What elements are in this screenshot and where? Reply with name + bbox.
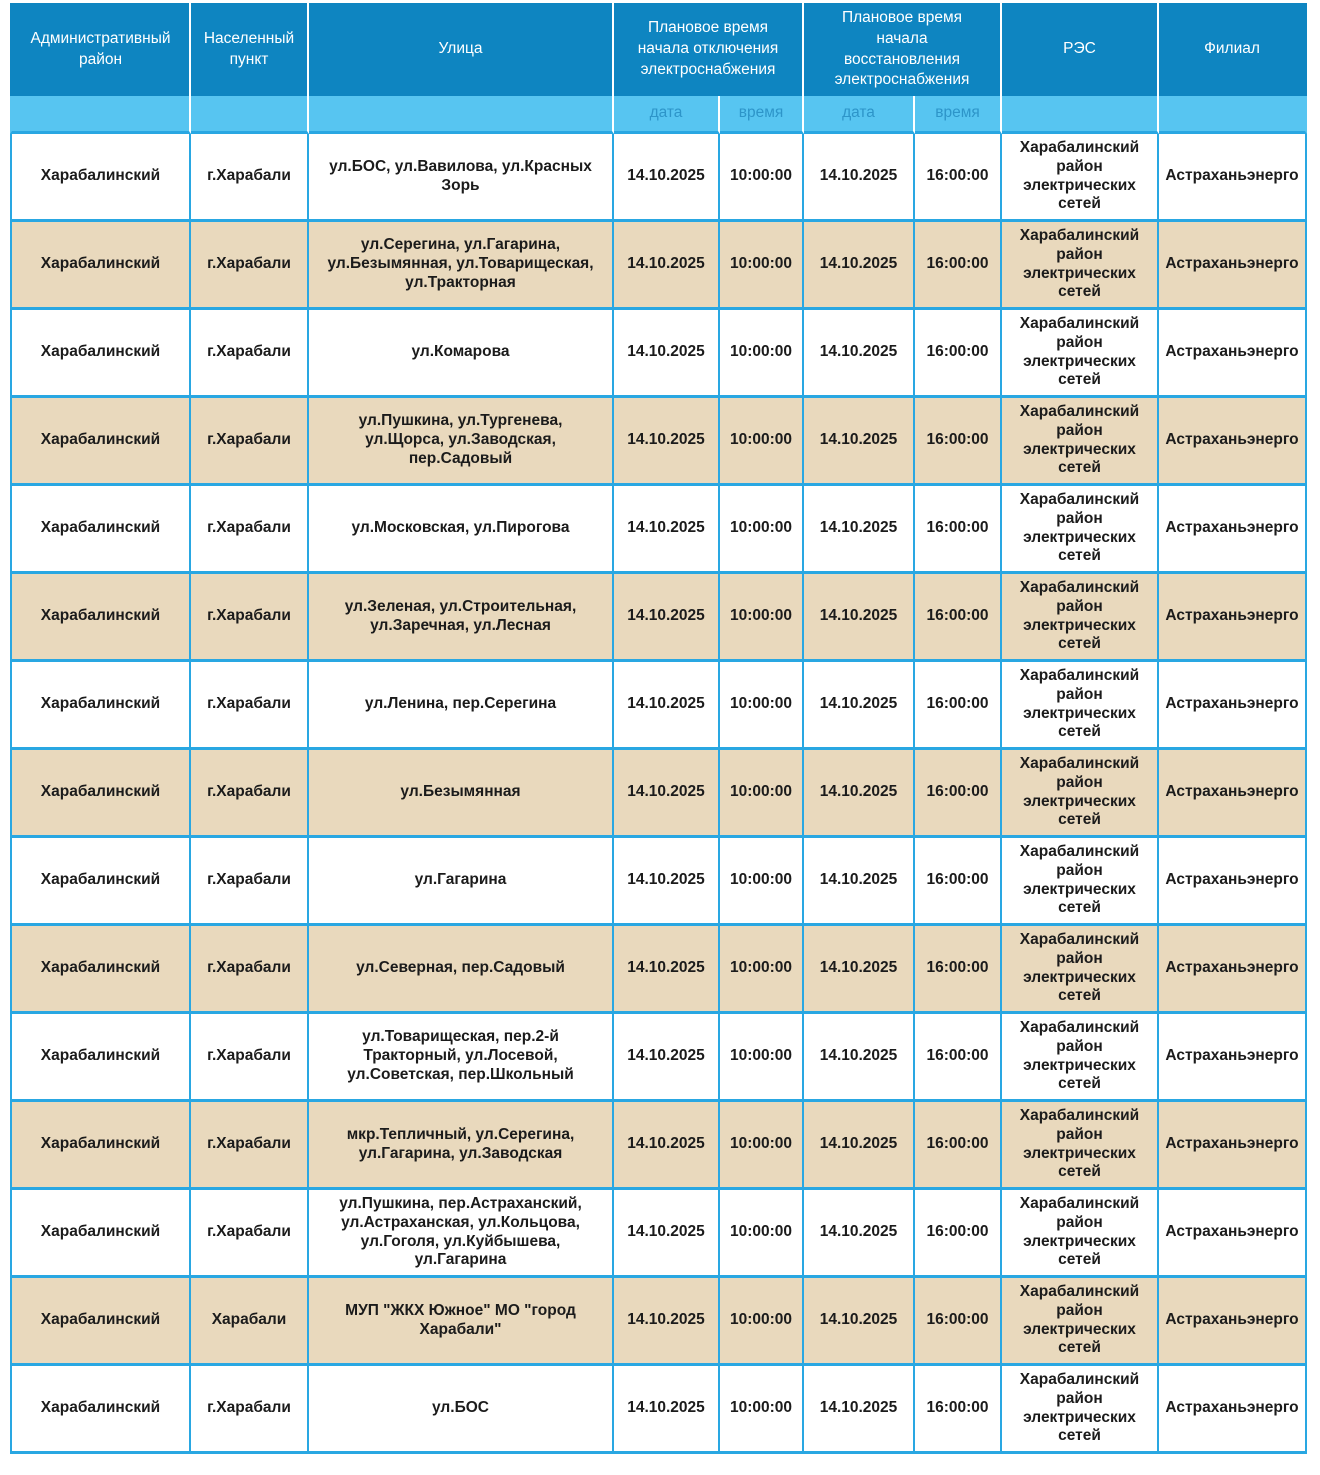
- cell-restore-time: 16:00:00: [915, 1102, 1002, 1190]
- cell-res: Харабалинский район электрических сетей: [1002, 574, 1159, 662]
- cell-restore-date: 14.10.2025: [804, 310, 915, 398]
- cell-res: Харабалинский район электрических сетей: [1002, 1278, 1159, 1366]
- subheader-outage-time: время: [720, 96, 804, 134]
- cell-branch: Астраханьэнерго: [1159, 1366, 1307, 1454]
- table-row: [10, 1278, 1307, 1366]
- cell-res: Харабалинский район электрических сетей: [1002, 1190, 1159, 1278]
- cell-res: Харабалинский район электрических сетей: [1002, 1014, 1159, 1102]
- cell-branch: Астраханьэнерго: [1159, 222, 1307, 310]
- subheader-empty: [191, 96, 309, 134]
- cell-admin-district: Харабалинский: [10, 1366, 191, 1454]
- cell-outage-time: 10:00:00: [720, 1190, 804, 1278]
- cell-settlement: г.Харабали: [191, 1102, 309, 1190]
- cell-branch: Астраханьэнерго: [1159, 398, 1307, 486]
- cell-settlement: Харабали: [191, 1278, 309, 1366]
- cell-settlement: г.Харабали: [191, 838, 309, 926]
- subheader-empty: [10, 96, 191, 134]
- subheader-empty: [1159, 96, 1307, 134]
- cell-res: Харабалинский район электрических сетей: [1002, 486, 1159, 574]
- header-settlement: Населенный пункт: [191, 3, 309, 96]
- cell-street: ул.Гагарина: [309, 838, 614, 926]
- cell-street: ул.Товарищеская, пер.2-й Тракторный, ул.Лосевой, ул.Советская, пер.Школьный: [309, 1014, 614, 1102]
- header-admin-district: Административный район: [10, 3, 191, 96]
- cell-res: Харабалинский район электрических сетей: [1002, 1366, 1159, 1454]
- cell-restore-date: 14.10.2025: [804, 662, 915, 750]
- cell-admin-district: Харабалинский: [10, 1278, 191, 1366]
- cell-outage-date: 14.10.2025: [614, 222, 720, 310]
- cell-street: ул.Московская, ул.Пирогова: [309, 486, 614, 574]
- cell-restore-time: 16:00:00: [915, 838, 1002, 926]
- cell-outage-time: 10:00:00: [720, 662, 804, 750]
- cell-res: Харабалинский район электрических сетей: [1002, 838, 1159, 926]
- cell-admin-district: Харабалинский: [10, 1102, 191, 1190]
- cell-outage-date: 14.10.2025: [614, 1014, 720, 1102]
- cell-branch: Астраханьэнерго: [1159, 750, 1307, 838]
- cell-outage-date: 14.10.2025: [614, 1366, 720, 1454]
- cell-settlement: г.Харабали: [191, 1366, 309, 1454]
- table-row: [10, 662, 1307, 750]
- cell-street: МУП "ЖКХ Южное" МО "город Харабали": [309, 1278, 614, 1366]
- cell-branch: Астраханьэнерго: [1159, 1014, 1307, 1102]
- cell-branch: Астраханьэнерго: [1159, 486, 1307, 574]
- header-outage-start: Плановое время начала отключения электроснабжения: [614, 3, 804, 96]
- cell-outage-time: 10:00:00: [720, 838, 804, 926]
- cell-street: ул.БОС, ул.Вавилова, ул.Красных Зорь: [309, 134, 614, 222]
- table-row: [10, 1014, 1307, 1102]
- table-header: [10, 3, 1307, 134]
- cell-outage-time: 10:00:00: [720, 1014, 804, 1102]
- header-street: Улица: [309, 3, 614, 96]
- cell-restore-date: 14.10.2025: [804, 1278, 915, 1366]
- table-row: [10, 926, 1307, 1014]
- cell-restore-date: 14.10.2025: [804, 750, 915, 838]
- cell-restore-time: 16:00:00: [915, 750, 1002, 838]
- cell-settlement: г.Харабали: [191, 574, 309, 662]
- cell-street: ул.Пушкина, ул.Тургенева, ул.Щорса, ул.Заводская, пер.Садовый: [309, 398, 614, 486]
- cell-restore-date: 14.10.2025: [804, 926, 915, 1014]
- cell-outage-time: 10:00:00: [720, 134, 804, 222]
- cell-branch: Астраханьэнерго: [1159, 926, 1307, 1014]
- header-res: РЭС: [1002, 3, 1159, 96]
- cell-restore-date: 14.10.2025: [804, 398, 915, 486]
- cell-outage-time: 10:00:00: [720, 310, 804, 398]
- cell-street: ул.Комарова: [309, 310, 614, 398]
- cell-street: ул.Зеленая, ул.Строительная, ул.Заречная, ул.Лесная: [309, 574, 614, 662]
- cell-admin-district: Харабалинский: [10, 574, 191, 662]
- cell-res: Харабалинский район электрических сетей: [1002, 750, 1159, 838]
- table-row: [10, 1102, 1307, 1190]
- cell-street: ул.Ленина, пер.Серегина: [309, 662, 614, 750]
- cell-restore-date: 14.10.2025: [804, 1366, 915, 1454]
- cell-restore-date: 14.10.2025: [804, 222, 915, 310]
- cell-settlement: г.Харабали: [191, 750, 309, 838]
- header-row-main: [10, 3, 1307, 96]
- cell-outage-time: 10:00:00: [720, 222, 804, 310]
- cell-outage-time: 10:00:00: [720, 750, 804, 838]
- cell-restore-time: 16:00:00: [915, 1014, 1002, 1102]
- cell-street: ул.Северная, пер.Садовый: [309, 926, 614, 1014]
- cell-res: Харабалинский район электрических сетей: [1002, 398, 1159, 486]
- cell-restore-time: 16:00:00: [915, 310, 1002, 398]
- cell-admin-district: Харабалинский: [10, 838, 191, 926]
- cell-admin-district: Харабалинский: [10, 1190, 191, 1278]
- cell-outage-date: 14.10.2025: [614, 134, 720, 222]
- cell-street: мкр.Тепличный, ул.Серегина, ул.Гагарина, ул.Заводская: [309, 1102, 614, 1190]
- cell-outage-date: 14.10.2025: [614, 1278, 720, 1366]
- cell-admin-district: Харабалинский: [10, 134, 191, 222]
- cell-branch: Астраханьэнерго: [1159, 838, 1307, 926]
- header-restore-start: Плановое время начала восстановления электроснабжения: [804, 3, 1002, 96]
- cell-settlement: г.Харабали: [191, 662, 309, 750]
- cell-outage-time: 10:00:00: [720, 398, 804, 486]
- cell-restore-time: 16:00:00: [915, 926, 1002, 1014]
- cell-restore-date: 14.10.2025: [804, 1102, 915, 1190]
- cell-street: ул.Безымянная: [309, 750, 614, 838]
- cell-branch: Астраханьэнерго: [1159, 574, 1307, 662]
- table-row: [10, 574, 1307, 662]
- cell-branch: Астраханьэнерго: [1159, 662, 1307, 750]
- cell-branch: Астраханьэнерго: [1159, 1278, 1307, 1366]
- cell-branch: Астраханьэнерго: [1159, 134, 1307, 222]
- cell-res: Харабалинский район электрических сетей: [1002, 1102, 1159, 1190]
- cell-street: ул.Серегина, ул.Гагарина, ул.Безымянная, ул.Товарищеская, ул.Тракторная: [309, 222, 614, 310]
- cell-restore-date: 14.10.2025: [804, 134, 915, 222]
- subheader-empty: [309, 96, 614, 134]
- subheader-restore-time: время: [915, 96, 1002, 134]
- cell-outage-date: 14.10.2025: [614, 926, 720, 1014]
- cell-outage-time: 10:00:00: [720, 926, 804, 1014]
- cell-restore-time: 16:00:00: [915, 134, 1002, 222]
- cell-branch: Астраханьэнерго: [1159, 310, 1307, 398]
- cell-res: Харабалинский район электрических сетей: [1002, 662, 1159, 750]
- cell-restore-time: 16:00:00: [915, 574, 1002, 662]
- cell-admin-district: Харабалинский: [10, 486, 191, 574]
- cell-restore-time: 16:00:00: [915, 662, 1002, 750]
- cell-branch: Астраханьэнерго: [1159, 1190, 1307, 1278]
- cell-outage-date: 14.10.2025: [614, 1102, 720, 1190]
- cell-admin-district: Харабалинский: [10, 398, 191, 486]
- table-row: [10, 310, 1307, 398]
- table-row: [10, 222, 1307, 310]
- cell-settlement: г.Харабали: [191, 398, 309, 486]
- cell-admin-district: Харабалинский: [10, 662, 191, 750]
- table-row: [10, 134, 1307, 222]
- cell-outage-time: 10:00:00: [720, 574, 804, 662]
- cell-restore-date: 14.10.2025: [804, 486, 915, 574]
- cell-restore-time: 16:00:00: [915, 486, 1002, 574]
- cell-settlement: г.Харабали: [191, 310, 309, 398]
- cell-outage-time: 10:00:00: [720, 1102, 804, 1190]
- cell-outage-date: 14.10.2025: [614, 662, 720, 750]
- cell-settlement: г.Харабали: [191, 486, 309, 574]
- cell-outage-time: 10:00:00: [720, 486, 804, 574]
- cell-restore-date: 14.10.2025: [804, 574, 915, 662]
- header-row-sub: [10, 96, 1307, 134]
- cell-settlement: г.Харабали: [191, 222, 309, 310]
- cell-restore-time: 16:00:00: [915, 1366, 1002, 1454]
- cell-restore-time: 16:00:00: [915, 1278, 1002, 1366]
- table-row: [10, 1190, 1307, 1278]
- subheader-empty: [1002, 96, 1159, 134]
- cell-outage-date: 14.10.2025: [614, 1190, 720, 1278]
- cell-branch: Астраханьэнерго: [1159, 1102, 1307, 1190]
- table-row: [10, 1366, 1307, 1454]
- cell-outage-date: 14.10.2025: [614, 398, 720, 486]
- subheader-restore-date: дата: [804, 96, 915, 134]
- cell-settlement: г.Харабали: [191, 926, 309, 1014]
- header-branch: Филиал: [1159, 3, 1307, 96]
- cell-outage-time: 10:00:00: [720, 1366, 804, 1454]
- cell-restore-date: 14.10.2025: [804, 838, 915, 926]
- cell-admin-district: Харабалинский: [10, 926, 191, 1014]
- cell-admin-district: Харабалинский: [10, 222, 191, 310]
- table-body: [10, 134, 1307, 1454]
- subheader-outage-date: дата: [614, 96, 720, 134]
- cell-outage-date: 14.10.2025: [614, 838, 720, 926]
- cell-restore-date: 14.10.2025: [804, 1014, 915, 1102]
- cell-restore-time: 16:00:00: [915, 398, 1002, 486]
- cell-outage-time: 10:00:00: [720, 1278, 804, 1366]
- table-row: [10, 398, 1307, 486]
- cell-admin-district: Харабалинский: [10, 1014, 191, 1102]
- cell-res: Харабалинский район электрических сетей: [1002, 222, 1159, 310]
- cell-res: Харабалинский район электрических сетей: [1002, 310, 1159, 398]
- cell-street: ул.Пушкина, пер.Астраханский, ул.Астраханская, ул.Кольцова, ул.Гоголя, ул.Куйбышева, ул.Гагарина: [309, 1190, 614, 1278]
- cell-outage-date: 14.10.2025: [614, 310, 720, 398]
- cell-res: Харабалинский район электрических сетей: [1002, 134, 1159, 222]
- cell-settlement: г.Харабали: [191, 134, 309, 222]
- cell-admin-district: Харабалинский: [10, 750, 191, 838]
- table-row: [10, 486, 1307, 574]
- cell-admin-district: Харабалинский: [10, 310, 191, 398]
- cell-restore-date: 14.10.2025: [804, 1190, 915, 1278]
- table-row: [10, 838, 1307, 926]
- cell-res: Харабалинский район электрических сетей: [1002, 926, 1159, 1014]
- cell-outage-date: 14.10.2025: [614, 486, 720, 574]
- cell-restore-time: 16:00:00: [915, 222, 1002, 310]
- outage-table: [10, 3, 1307, 1454]
- cell-settlement: г.Харабали: [191, 1190, 309, 1278]
- cell-restore-time: 16:00:00: [915, 1190, 1002, 1278]
- cell-outage-date: 14.10.2025: [614, 750, 720, 838]
- cell-street: ул.БОС: [309, 1366, 614, 1454]
- cell-settlement: г.Харабали: [191, 1014, 309, 1102]
- cell-outage-date: 14.10.2025: [614, 574, 720, 662]
- table-row: [10, 750, 1307, 838]
